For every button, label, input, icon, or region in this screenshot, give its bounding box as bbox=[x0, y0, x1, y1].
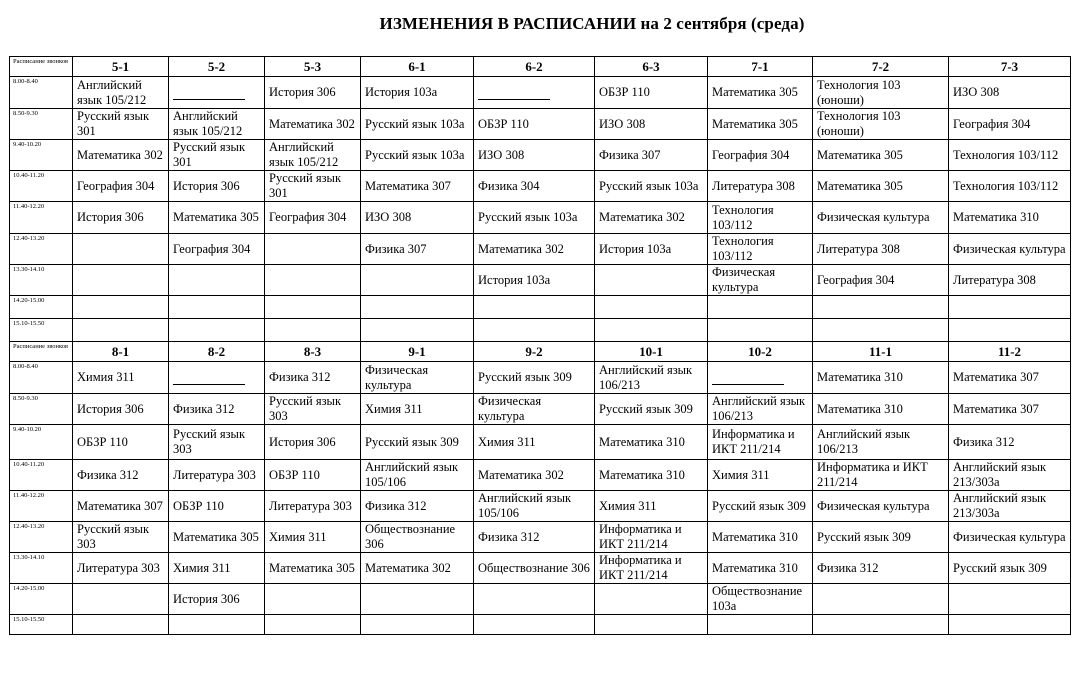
lesson-cell: География 304 bbox=[949, 109, 1071, 140]
lesson-cell: Английский язык 213/303а bbox=[949, 491, 1071, 522]
bell-schedule-label: Расписание звонков bbox=[10, 342, 73, 362]
lesson-row bbox=[10, 522, 1071, 553]
empty-cell bbox=[265, 584, 361, 615]
lesson-cell: География 304 bbox=[73, 171, 169, 202]
class-header-row bbox=[10, 342, 1071, 362]
lesson-time: 12.40-13.20 bbox=[10, 234, 73, 265]
lesson-row bbox=[10, 319, 1071, 342]
lesson-cell: Математика 305 bbox=[813, 140, 949, 171]
lesson-cancelled-cell bbox=[708, 362, 813, 394]
empty-cell bbox=[169, 615, 265, 635]
class-header: 10-2 bbox=[708, 342, 813, 362]
empty-cell bbox=[949, 296, 1071, 319]
lesson-row bbox=[10, 296, 1071, 319]
lesson-cell: История 306 bbox=[169, 584, 265, 615]
empty-cell bbox=[949, 615, 1071, 635]
lesson-time: 9.40-10.20 bbox=[10, 140, 73, 171]
lesson-cell: Физика 312 bbox=[813, 553, 949, 584]
lesson-time: 15.10-15.50 bbox=[10, 319, 73, 342]
lesson-cell: Математика 302 bbox=[595, 202, 708, 234]
lesson-cell: Физика 307 bbox=[595, 140, 708, 171]
lesson-cell: ИЗО 308 bbox=[595, 109, 708, 140]
lesson-row bbox=[10, 265, 1071, 296]
lesson-cell: География 304 bbox=[265, 202, 361, 234]
class-header: 6-1 bbox=[361, 57, 474, 77]
lesson-cell: Физическая культура bbox=[813, 491, 949, 522]
lesson-cell: Обществознание 103а bbox=[708, 584, 813, 615]
lesson-cell: География 304 bbox=[169, 234, 265, 265]
blank-line bbox=[478, 87, 550, 100]
lesson-cell: Русский язык 301 bbox=[265, 171, 361, 202]
page-title: ИЗМЕНЕНИЯ В РАСПИСАНИИ на 2 сентября (среда) bbox=[379, 14, 805, 33]
lesson-cell: Химия 311 bbox=[595, 491, 708, 522]
empty-cell bbox=[361, 296, 474, 319]
lesson-cell: Технология 103 (юноши) bbox=[813, 109, 949, 140]
lesson-cell: Математика 310 bbox=[595, 425, 708, 460]
lesson-time: 9.40-10.20 bbox=[10, 425, 73, 460]
empty-cell bbox=[813, 615, 949, 635]
lesson-cell: Литература 303 bbox=[265, 491, 361, 522]
lesson-cell: Русский язык 309 bbox=[949, 553, 1071, 584]
lesson-row bbox=[10, 491, 1071, 522]
empty-cell bbox=[169, 265, 265, 296]
class-header-row bbox=[10, 57, 1071, 77]
lesson-time: 8.50-9.30 bbox=[10, 394, 73, 425]
lesson-cell: Математика 305 bbox=[169, 202, 265, 234]
empty-cell bbox=[361, 584, 474, 615]
lesson-cell: ОБЗР 110 bbox=[169, 491, 265, 522]
lesson-cell: Обществознание 306 bbox=[361, 522, 474, 553]
empty-cell bbox=[265, 615, 361, 635]
empty-cell bbox=[708, 615, 813, 635]
lesson-time: 8.00-8.40 bbox=[10, 362, 73, 394]
lesson-cell: Русский язык 103а bbox=[361, 109, 474, 140]
lesson-cell: Математика 310 bbox=[595, 460, 708, 491]
lesson-cell: Математика 302 bbox=[73, 140, 169, 171]
class-header: 5-3 bbox=[265, 57, 361, 77]
lesson-cell: Химия 311 bbox=[708, 460, 813, 491]
lesson-cell: Математика 310 bbox=[813, 394, 949, 425]
empty-cell bbox=[361, 319, 474, 342]
class-header: 7-3 bbox=[949, 57, 1071, 77]
lesson-cell: Литература 303 bbox=[73, 553, 169, 584]
lesson-cell: Физическая культура bbox=[949, 522, 1071, 553]
lesson-cell: Химия 311 bbox=[73, 362, 169, 394]
lesson-cell: Русский язык 309 bbox=[361, 425, 474, 460]
lesson-cell: ОБЗР 110 bbox=[474, 109, 595, 140]
class-header: 9-2 bbox=[474, 342, 595, 362]
empty-cell bbox=[73, 319, 169, 342]
empty-cell bbox=[708, 296, 813, 319]
lesson-cell: Литература 308 bbox=[949, 265, 1071, 296]
lesson-cell: Химия 311 bbox=[169, 553, 265, 584]
lesson-time: 14.20-15.00 bbox=[10, 584, 73, 615]
lesson-cell: Русский язык 303 bbox=[265, 394, 361, 425]
lesson-cell: Математика 302 bbox=[474, 234, 595, 265]
empty-cell bbox=[73, 296, 169, 319]
lesson-cell: История 306 bbox=[169, 171, 265, 202]
empty-cell bbox=[474, 615, 595, 635]
lesson-cell: Химия 311 bbox=[474, 425, 595, 460]
empty-cell bbox=[708, 319, 813, 342]
lesson-cancelled-cell bbox=[169, 77, 265, 109]
lesson-cancelled-cell bbox=[474, 77, 595, 109]
lesson-cell: История 103а bbox=[474, 265, 595, 296]
empty-cell bbox=[813, 584, 949, 615]
lesson-cell: Физическая культура bbox=[813, 202, 949, 234]
lesson-cell: Физика 312 bbox=[949, 425, 1071, 460]
empty-cell bbox=[169, 319, 265, 342]
lesson-cell: Математика 305 bbox=[708, 109, 813, 140]
lesson-cell: Английский язык 106/213 bbox=[813, 425, 949, 460]
class-header: 8-3 bbox=[265, 342, 361, 362]
class-header: 5-2 bbox=[169, 57, 265, 77]
empty-cell bbox=[169, 296, 265, 319]
lesson-cell: Литература 308 bbox=[813, 234, 949, 265]
lesson-cell: Английский язык 106/213 bbox=[595, 362, 708, 394]
lesson-cell: Английский язык 105/106 bbox=[361, 460, 474, 491]
class-header: 5-1 bbox=[73, 57, 169, 77]
lesson-cell: Английский язык 105/212 bbox=[73, 77, 169, 109]
empty-cell bbox=[949, 319, 1071, 342]
lesson-cell: Информатика и ИКТ 211/214 bbox=[708, 425, 813, 460]
lesson-cell: Русский язык 103а bbox=[474, 202, 595, 234]
empty-cell bbox=[595, 615, 708, 635]
lesson-time: 13.30-14.10 bbox=[10, 553, 73, 584]
lesson-row bbox=[10, 140, 1071, 171]
lesson-cell: Математика 307 bbox=[361, 171, 474, 202]
lesson-cell: Английский язык 213/303а bbox=[949, 460, 1071, 491]
empty-cell bbox=[73, 234, 169, 265]
lesson-cell: Литература 308 bbox=[708, 171, 813, 202]
lesson-cell: Английский язык 105/106 bbox=[474, 491, 595, 522]
lesson-cell: Информатика и ИКТ 211/214 bbox=[595, 553, 708, 584]
lesson-time: 14.20-15.00 bbox=[10, 296, 73, 319]
lesson-cell: ОБЗР 110 bbox=[73, 425, 169, 460]
lesson-cell: Физическая культура bbox=[708, 265, 813, 296]
lesson-row bbox=[10, 615, 1071, 635]
empty-cell bbox=[595, 296, 708, 319]
lesson-cell: Физика 312 bbox=[474, 522, 595, 553]
lesson-cell: Русский язык 309 bbox=[595, 394, 708, 425]
empty-cell bbox=[595, 584, 708, 615]
lesson-cancelled-cell bbox=[169, 362, 265, 394]
class-header: 6-3 bbox=[595, 57, 708, 77]
empty-cell bbox=[73, 265, 169, 296]
lesson-cell: История 306 bbox=[73, 202, 169, 234]
class-header: 10-1 bbox=[595, 342, 708, 362]
lesson-cell: История 306 bbox=[265, 77, 361, 109]
lesson-cell: Математика 310 bbox=[949, 202, 1071, 234]
lesson-cell: Математика 302 bbox=[361, 553, 474, 584]
lesson-cell: География 304 bbox=[708, 140, 813, 171]
lesson-row bbox=[10, 425, 1071, 460]
lesson-cell: Обществознание 306 bbox=[474, 553, 595, 584]
lesson-time: 13.30-14.10 bbox=[10, 265, 73, 296]
lesson-cell: Информатика и ИКТ 211/214 bbox=[813, 460, 949, 491]
lesson-cell: Технология 103 (юноши) bbox=[813, 77, 949, 109]
lesson-time: 11.40-12.20 bbox=[10, 491, 73, 522]
schedule-table bbox=[9, 56, 1071, 635]
lesson-cell: Физика 312 bbox=[361, 491, 474, 522]
lesson-cell: Химия 311 bbox=[265, 522, 361, 553]
empty-cell bbox=[949, 584, 1071, 615]
empty-cell bbox=[361, 615, 474, 635]
lesson-cell: Математика 310 bbox=[708, 522, 813, 553]
lesson-cell: ИЗО 308 bbox=[949, 77, 1071, 109]
lesson-row bbox=[10, 234, 1071, 265]
lesson-cell: Русский язык 103а bbox=[361, 140, 474, 171]
lesson-cell: Русский язык 301 bbox=[73, 109, 169, 140]
lesson-cell: Русский язык 301 bbox=[169, 140, 265, 171]
lesson-cell: ОБЗР 110 bbox=[265, 460, 361, 491]
empty-cell bbox=[265, 319, 361, 342]
lesson-cell: Математика 305 bbox=[708, 77, 813, 109]
lesson-cell: Английский язык 106/213 bbox=[708, 394, 813, 425]
empty-cell bbox=[474, 584, 595, 615]
class-header: 8-1 bbox=[73, 342, 169, 362]
lesson-cell: Математика 302 bbox=[265, 109, 361, 140]
lesson-cell: Английский язык 105/212 bbox=[265, 140, 361, 171]
lesson-cell: Физическая культура bbox=[474, 394, 595, 425]
blank-line bbox=[173, 372, 245, 385]
lesson-cell: Физика 304 bbox=[474, 171, 595, 202]
class-header: 8-2 bbox=[169, 342, 265, 362]
lesson-cell: Химия 311 bbox=[361, 394, 474, 425]
lesson-cell: Физика 312 bbox=[169, 394, 265, 425]
lesson-time: 8.00-8.40 bbox=[10, 77, 73, 109]
empty-cell bbox=[361, 265, 474, 296]
lesson-row bbox=[10, 584, 1071, 615]
lesson-cell: Технология 103/112 bbox=[949, 171, 1071, 202]
lesson-cell: Технология 103/112 bbox=[708, 202, 813, 234]
lesson-cell: История 103а bbox=[595, 234, 708, 265]
empty-cell bbox=[265, 296, 361, 319]
lesson-row bbox=[10, 460, 1071, 491]
lesson-time: 15.10-15.50 bbox=[10, 615, 73, 635]
lesson-row bbox=[10, 171, 1071, 202]
lesson-cell: Математика 305 bbox=[265, 553, 361, 584]
bell-schedule-label: Расписание звонков bbox=[10, 57, 73, 77]
blank-line bbox=[712, 372, 784, 385]
lesson-cell: ИЗО 308 bbox=[474, 140, 595, 171]
class-header: 6-2 bbox=[474, 57, 595, 77]
lesson-row bbox=[10, 77, 1071, 109]
lesson-cell: Русский язык 309 bbox=[813, 522, 949, 553]
lesson-cell: Русский язык 309 bbox=[708, 491, 813, 522]
lesson-cell: Физика 312 bbox=[73, 460, 169, 491]
lesson-cell: ИЗО 308 bbox=[361, 202, 474, 234]
lesson-cell: Русский язык 303 bbox=[73, 522, 169, 553]
empty-cell bbox=[595, 319, 708, 342]
lesson-row bbox=[10, 109, 1071, 140]
lesson-cell: Математика 305 bbox=[169, 522, 265, 553]
blank-line bbox=[173, 87, 245, 100]
class-header: 11-2 bbox=[949, 342, 1071, 362]
lesson-cell: Литература 303 bbox=[169, 460, 265, 491]
schedule-body bbox=[10, 57, 1071, 635]
empty-cell bbox=[474, 319, 595, 342]
lesson-cell: Физическая культура bbox=[949, 234, 1071, 265]
lesson-cell: Английский язык 105/212 bbox=[169, 109, 265, 140]
lesson-cell: Русский язык 309 bbox=[474, 362, 595, 394]
lesson-cell: История 306 bbox=[265, 425, 361, 460]
class-header: 7-2 bbox=[813, 57, 949, 77]
lesson-cell: Русский язык 103а bbox=[595, 171, 708, 202]
lesson-cell: Технология 103/112 bbox=[949, 140, 1071, 171]
lesson-cell: Математика 307 bbox=[949, 394, 1071, 425]
lesson-row bbox=[10, 202, 1071, 234]
empty-cell bbox=[265, 265, 361, 296]
lesson-time: 11.40-12.20 bbox=[10, 202, 73, 234]
lesson-cell: История 306 bbox=[73, 394, 169, 425]
lesson-cell: ОБЗР 110 bbox=[595, 77, 708, 109]
class-header: 11-1 bbox=[813, 342, 949, 362]
lesson-cell: Физическая культура bbox=[361, 362, 474, 394]
empty-cell bbox=[474, 296, 595, 319]
lesson-cell: Математика 310 bbox=[708, 553, 813, 584]
empty-cell bbox=[73, 615, 169, 635]
lesson-row bbox=[10, 362, 1071, 394]
lesson-time: 10.40-11.20 bbox=[10, 460, 73, 491]
lesson-cell: Информатика и ИКТ 211/214 bbox=[595, 522, 708, 553]
lesson-cell: Русский язык 303 bbox=[169, 425, 265, 460]
empty-cell bbox=[73, 584, 169, 615]
empty-cell bbox=[813, 319, 949, 342]
class-header: 7-1 bbox=[708, 57, 813, 77]
lesson-cell: Физика 312 bbox=[265, 362, 361, 394]
lesson-cell: Математика 310 bbox=[813, 362, 949, 394]
lesson-time: 12.40-13.20 bbox=[10, 522, 73, 553]
lesson-cell: Физика 307 bbox=[361, 234, 474, 265]
lesson-cell: География 304 bbox=[813, 265, 949, 296]
lesson-time: 8.50-9.30 bbox=[10, 109, 73, 140]
lesson-row bbox=[10, 553, 1071, 584]
lesson-cell: Математика 305 bbox=[813, 171, 949, 202]
lesson-cell: Математика 302 bbox=[474, 460, 595, 491]
lesson-row bbox=[10, 394, 1071, 425]
empty-cell bbox=[595, 265, 708, 296]
empty-cell bbox=[813, 296, 949, 319]
empty-cell bbox=[265, 234, 361, 265]
lesson-cell: Математика 307 bbox=[73, 491, 169, 522]
class-header: 9-1 bbox=[361, 342, 474, 362]
lesson-cell: Технология 103/112 bbox=[708, 234, 813, 265]
lesson-time: 10.40-11.20 bbox=[10, 171, 73, 202]
lesson-cell: Математика 307 bbox=[949, 362, 1071, 394]
lesson-cell: История 103а bbox=[361, 77, 474, 109]
